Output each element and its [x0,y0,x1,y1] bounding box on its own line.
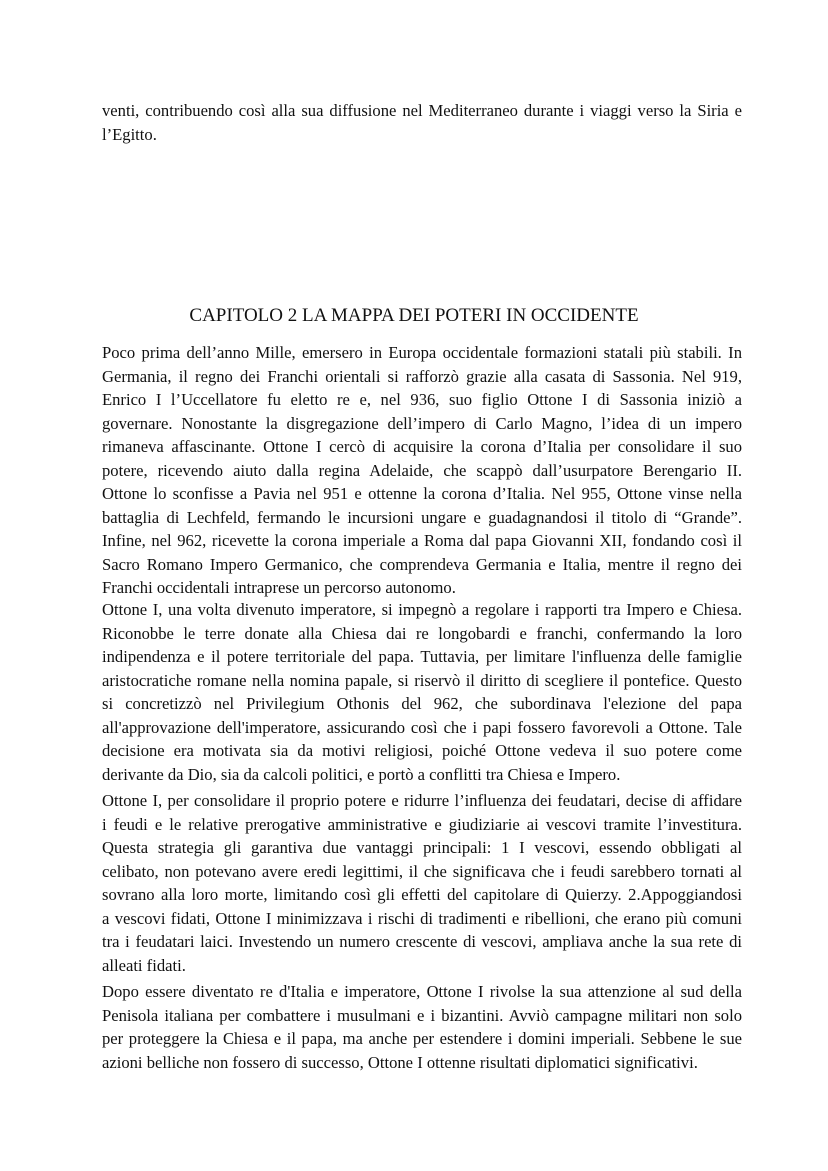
text-line: Sacro Romano Impero Germanico, che comprendeva Germania e Italia, mentre il regno dei [102,554,742,574]
text-line: derivante da Dio, sia da calcoli politici, e portò a conflitti tra Chiesa e Impero. [102,764,621,784]
chapter-heading: CAPITOLO 2 LA MAPPA DEI POTERI IN OCCIDENTE [189,305,639,326]
text-line: Franchi occidentali intraprese un percorso autonomo. [102,578,456,597]
paragraph [102,598,742,786]
text-line: Poco prima dell’anno Mille, emersero in Europa occidentale formazioni statali più stabili. In [102,343,742,362]
carryover-paragraph [102,99,742,146]
text-line: si concretizzò nel Privilegium Othonis del 962, che subordinava l'elezione del papa [102,694,742,713]
text-line: Enrico I l’Uccellatore fu eletto re e, nel 936, suo figlio Ottone I di Sassonia iniziò a [102,390,742,409]
text-line: Ottone I, per consolidare il proprio potere e ridurre l’influenza dei feudatari, decise di affidare [102,791,742,810]
text-line: tra i feudatari laici. Investendo un numero crescente di vescovi, ampliava anche la sua rete di [102,932,742,951]
text-line: Questa strategia gli garantiva due vantaggi principali: 1 I vescovi, essendo obbligati al [102,838,742,857]
text-line: decisione era motivata sia da motivi religiosi, poiché Ottone vedeva il suo potere come [102,741,742,760]
text-line: Riconobbe le terre donate alla Chiesa dai re longobardi e franchi, confermando la loro [102,623,742,643]
text-line: l’Egitto. [102,124,157,144]
paragraph [102,980,742,1074]
paragraph [102,341,742,600]
text-line: Penisola italiana per combattere i musulmani e i bizantini. Avviò campagne militari non solo [102,1005,742,1025]
text-line: indipendenza e il potere territoriale del papa. Tuttavia, per limitare l'influenza delle famiglie [102,647,742,666]
text-line: all'approvazione dell'imperatore, assicurando così che i papi fossero favorevoli a Ottone. Tale [102,717,742,737]
paragraph [102,789,742,977]
text-line: rimaneva affascinante. Ottone I cercò di acquisire la corona d’Italia per consolidare il suo [102,437,742,456]
text-line: governare. Nonostante la disgregazione dell’impero di Carlo Magno, l’idea di un impero [102,413,742,433]
text-line: potere, ricevendo aiuto dalla regina Adelaide, che scappò dall’usurpatore Berengario II. [102,460,742,480]
text-line: alleati fidati. [102,955,186,975]
text-line: azioni belliche non fossero di successo, Ottone I ottenne risultati diplomatici significativi. [102,1052,698,1072]
text-line: aristocratiche romane nella nomina papale, si riservò il diritto di scegliere il pontefice. Questo [102,670,742,690]
text-line: Germania, il regno dei Franchi orientali si rafforzò grazie alla casata di Sassonia. Nel 919, [102,366,742,386]
text-line: i feudi e le relative prerogative amministrative e giudiziarie ai vescovi tramite l’investitura. [102,814,742,834]
text-line: battaglia di Lechfeld, fermando le incursioni ungare e guadagnandosi il titolo di “Grande”. [102,507,742,527]
text-line: Dopo essere diventato re d'Italia e imperatore, Ottone I rivolse la sua attenzione al sud della [102,982,742,1001]
text-line: a vescovi fidati, Ottone I minimizzava i rischi di tradimenti e ribellioni, che erano più comuni [102,908,742,928]
text-line: venti, contribuendo così alla sua diffusione nel Mediterraneo durante i viaggi verso la Siria e [102,101,742,120]
text-line: Infine, nel 962, ricevette la corona imperiale a Roma dal papa Giovanni XII, fondando così il [102,531,742,550]
text-line: per proteggere la Chiesa e il papa, ma anche per estendere i domini imperiali. Sebbene le sue [102,1029,742,1048]
text-line: Ottone I, una volta divenuto imperatore, si impegnò a regolare i rapporti tra Impero e Chiesa. [102,600,742,619]
text-line: sovrano alla loro morte, limitando così gli effetti del capitolare di Quierzy. 2.Appoggiandosi [102,885,742,904]
text-line: celibato, non potevano avere eredi legittimi, il che significava che i feudi sarebbero tornati al [102,861,742,881]
text-line: Ottone lo sconfisse a Pavia nel 951 e ottenne la corona d’Italia. Nel 955, Ottone vinse nella [102,484,742,503]
